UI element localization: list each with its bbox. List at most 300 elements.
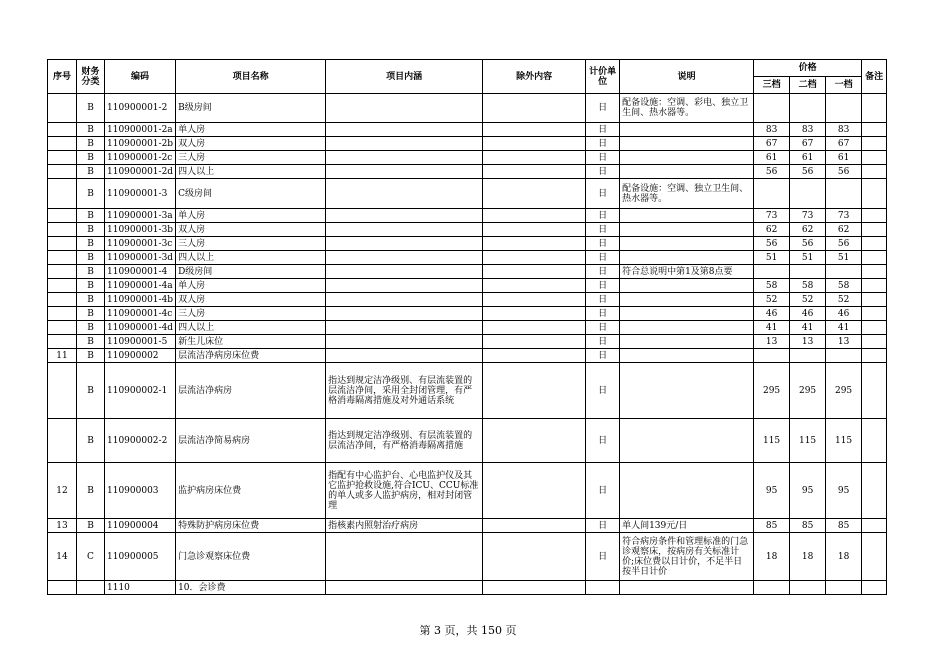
cell-item-name: B级房间	[176, 94, 326, 123]
cell-unit: 日	[586, 94, 620, 123]
cell-price-tier3: 61	[754, 151, 790, 165]
cell-price-tier2: 56	[790, 237, 826, 251]
cell-price-tier2	[790, 179, 826, 209]
table-row	[48, 237, 887, 251]
cell-item-name: 门急诊观察床位费	[176, 533, 326, 581]
cell-price-tier3: 67	[754, 137, 790, 151]
cell-unit: 日	[586, 179, 620, 209]
cell-price-tier1	[826, 581, 862, 595]
cell-fin-category: B	[77, 94, 105, 123]
cell-item-name: C级房间	[176, 179, 326, 209]
cell-remark	[862, 519, 887, 533]
cell-item-name: 10．会诊费	[176, 581, 326, 595]
cell-unit: 日	[586, 363, 620, 419]
cell-price-tier2: 62	[790, 223, 826, 237]
header-price: 价格	[754, 60, 862, 77]
header-remark: 备注	[862, 60, 887, 94]
cell-unit: 日	[586, 349, 620, 363]
cell-remark	[862, 251, 887, 265]
cell-fin-category: B	[77, 137, 105, 151]
cell-price-tier1: 83	[826, 123, 862, 137]
cell-unit: 日	[586, 237, 620, 251]
cell-price-tier2: 73	[790, 209, 826, 223]
table-row	[48, 251, 887, 265]
cell-price-tier1: 13	[826, 335, 862, 349]
cell-price-tier3: 95	[754, 463, 790, 519]
cell-code: 110900001-4	[105, 265, 176, 279]
cell-price-tier2: 56	[790, 165, 826, 179]
cell-item-name: 层流洁净简易病房	[176, 419, 326, 463]
cell-seq	[48, 137, 77, 151]
cell-seq	[48, 419, 77, 463]
cell-seq	[48, 179, 77, 209]
cell-code: 110900001-5	[105, 335, 176, 349]
cell-remark	[862, 279, 887, 293]
cell-item-content	[326, 237, 483, 251]
cell-exclusions	[483, 335, 586, 349]
table-row	[48, 293, 887, 307]
cell-item-content: 指配有中心监护台、心电监护仪及其它监护抢救设施,符合ICU、CCU标准的单人或多人监护病房，相对封闭管理	[326, 463, 483, 519]
cell-seq: 11	[48, 349, 77, 363]
cell-price-tier1: 61	[826, 151, 862, 165]
cell-exclusions	[483, 209, 586, 223]
cell-fin-category: B	[77, 165, 105, 179]
cell-price-tier2	[790, 265, 826, 279]
cell-seq	[48, 581, 77, 595]
cell-price-tier1	[826, 349, 862, 363]
cell-item-content	[326, 209, 483, 223]
cell-fin-category: B	[77, 151, 105, 165]
header-price-tier1: 一档	[826, 77, 862, 94]
cell-code: 110900002-1	[105, 363, 176, 419]
cell-price-tier2: 51	[790, 251, 826, 265]
cell-item-name: 新生儿床位	[176, 335, 326, 349]
page-number: 第 3 页，共 150 页	[419, 624, 517, 637]
cell-fin-category: B	[77, 463, 105, 519]
cell-fin-category: B	[77, 223, 105, 237]
cell-item-name: 四人以上	[176, 321, 326, 335]
cell-seq	[48, 251, 77, 265]
cell-item-content	[326, 265, 483, 279]
cell-item-content	[326, 321, 483, 335]
cell-remark	[862, 151, 887, 165]
cell-seq	[48, 209, 77, 223]
cell-price-tier1	[826, 94, 862, 123]
cell-unit: 日	[586, 151, 620, 165]
cell-note	[620, 137, 754, 151]
cell-exclusions	[483, 321, 586, 335]
table-row	[48, 151, 887, 165]
table-row	[48, 533, 887, 581]
table-row	[48, 209, 887, 223]
cell-price-tier2: 58	[790, 279, 826, 293]
cell-unit: 日	[586, 533, 620, 581]
cell-item-name: 三人房	[176, 307, 326, 321]
cell-price-tier2: 115	[790, 419, 826, 463]
header-unit: 计价单位	[586, 60, 620, 94]
cell-item-content	[326, 165, 483, 179]
cell-price-tier2: 46	[790, 307, 826, 321]
table-row	[48, 179, 887, 209]
cell-fin-category: B	[77, 307, 105, 321]
cell-item-name: 特殊防护病房床位费	[176, 519, 326, 533]
cell-fin-category: C	[77, 533, 105, 581]
cell-note	[620, 307, 754, 321]
cell-note	[620, 293, 754, 307]
cell-code: 110900004	[105, 519, 176, 533]
cell-seq	[48, 279, 77, 293]
cell-note	[620, 223, 754, 237]
cell-item-name: 双人房	[176, 223, 326, 237]
cell-code: 110900001-4a	[105, 279, 176, 293]
cell-price-tier2: 41	[790, 321, 826, 335]
cell-fin-category: B	[77, 237, 105, 251]
cell-exclusions	[483, 237, 586, 251]
cell-fin-category: B	[77, 279, 105, 293]
cell-item-name: 三人房	[176, 237, 326, 251]
cell-price-tier1: 56	[826, 237, 862, 251]
cell-note	[620, 209, 754, 223]
cell-note: 配备设施：空调、独立卫生间、热水器等。	[620, 179, 754, 209]
cell-seq	[48, 307, 77, 321]
cell-code: 110900001-2	[105, 94, 176, 123]
cell-note	[620, 581, 754, 595]
cell-exclusions	[483, 279, 586, 293]
cell-note	[620, 349, 754, 363]
cell-price-tier3	[754, 581, 790, 595]
table-row	[48, 463, 887, 519]
cell-remark	[862, 581, 887, 595]
cell-remark	[862, 265, 887, 279]
cell-item-content	[326, 279, 483, 293]
cell-code: 110900001-3b	[105, 223, 176, 237]
cell-seq	[48, 335, 77, 349]
cell-price-tier2: 13	[790, 335, 826, 349]
cell-price-tier1: 295	[826, 363, 862, 419]
cell-price-tier1	[826, 265, 862, 279]
cell-note	[620, 151, 754, 165]
cell-unit: 日	[586, 265, 620, 279]
cell-item-content	[326, 94, 483, 123]
cell-exclusions	[483, 151, 586, 165]
cell-item-content	[326, 293, 483, 307]
cell-code: 110900001-4c	[105, 307, 176, 321]
cell-fin-category: B	[77, 335, 105, 349]
cell-item-name: 四人以上	[176, 251, 326, 265]
cell-seq	[48, 123, 77, 137]
cell-fin-category: B	[77, 179, 105, 209]
cell-price-tier1: 52	[826, 293, 862, 307]
cell-seq	[48, 363, 77, 419]
table-row	[48, 94, 887, 123]
cell-item-name: 层流洁净病房床位费	[176, 349, 326, 363]
cell-price-tier3: 51	[754, 251, 790, 265]
cell-exclusions	[483, 223, 586, 237]
cell-note	[620, 419, 754, 463]
cell-price-tier1: 18	[826, 533, 862, 581]
cell-price-tier3: 46	[754, 307, 790, 321]
cell-code: 110900001-4d	[105, 321, 176, 335]
cell-unit	[586, 581, 620, 595]
header-price-tier3: 三档	[754, 77, 790, 94]
cell-price-tier3: 41	[754, 321, 790, 335]
cell-item-content	[326, 307, 483, 321]
cell-code: 110900001-3c	[105, 237, 176, 251]
cell-price-tier2: 52	[790, 293, 826, 307]
cell-code: 110900002	[105, 349, 176, 363]
cell-price-tier1: 58	[826, 279, 862, 293]
cell-price-tier3	[754, 349, 790, 363]
cell-exclusions	[483, 179, 586, 209]
cell-exclusions	[483, 137, 586, 151]
cell-fin-category: B	[77, 123, 105, 137]
cell-item-content	[326, 335, 483, 349]
cell-exclusions	[483, 307, 586, 321]
cell-code: 110900001-2d	[105, 165, 176, 179]
table-row	[48, 363, 887, 419]
cell-seq: 12	[48, 463, 77, 519]
cell-fin-category: B	[77, 519, 105, 533]
cell-fin-category: B	[77, 209, 105, 223]
cell-price-tier3	[754, 265, 790, 279]
cell-unit: 日	[586, 279, 620, 293]
cell-item-name: 监护病房床位费	[176, 463, 326, 519]
cell-remark	[862, 335, 887, 349]
cell-unit: 日	[586, 251, 620, 265]
cell-unit: 日	[586, 223, 620, 237]
cell-item-name: 单人房	[176, 123, 326, 137]
cell-price-tier1: 85	[826, 519, 862, 533]
cell-price-tier1: 51	[826, 251, 862, 265]
cell-seq: 13	[48, 519, 77, 533]
cell-fin-category: B	[77, 251, 105, 265]
cell-item-name: 单人房	[176, 209, 326, 223]
cell-price-tier2: 67	[790, 137, 826, 151]
cell-remark	[862, 363, 887, 419]
cell-remark	[862, 237, 887, 251]
cell-remark	[862, 209, 887, 223]
table-row	[48, 265, 887, 279]
cell-fin-category: B	[77, 293, 105, 307]
cell-remark	[862, 165, 887, 179]
cell-code: 1110	[105, 581, 176, 595]
cell-note: 配备设施：空调、彩电、独立卫生间、热水器等。	[620, 94, 754, 123]
cell-remark	[862, 463, 887, 519]
cell-note	[620, 123, 754, 137]
cell-price-tier3	[754, 94, 790, 123]
cell-unit: 日	[586, 419, 620, 463]
table-row	[48, 279, 887, 293]
header-item-content: 项目内涵	[326, 60, 483, 94]
cell-fin-category	[77, 581, 105, 595]
cell-price-tier1: 41	[826, 321, 862, 335]
cell-fin-category: B	[77, 419, 105, 463]
cell-price-tier1: 73	[826, 209, 862, 223]
cell-item-content	[326, 581, 483, 595]
header-code: 编码	[105, 60, 176, 94]
cell-code: 110900001-4b	[105, 293, 176, 307]
table-row	[48, 335, 887, 349]
cell-remark	[862, 321, 887, 335]
cell-remark	[862, 223, 887, 237]
cell-code: 110900001-2b	[105, 137, 176, 151]
cell-unit: 日	[586, 123, 620, 137]
cell-code: 110900001-3	[105, 179, 176, 209]
cell-exclusions	[483, 419, 586, 463]
table-row	[48, 419, 887, 463]
cell-exclusions	[483, 349, 586, 363]
cell-note	[620, 335, 754, 349]
cell-price-tier3: 52	[754, 293, 790, 307]
cell-price-tier2	[790, 94, 826, 123]
cell-item-name: 单人房	[176, 279, 326, 293]
cell-exclusions	[483, 363, 586, 419]
cell-unit: 日	[586, 165, 620, 179]
cell-price-tier2: 295	[790, 363, 826, 419]
cell-unit: 日	[586, 519, 620, 533]
cell-price-tier1: 95	[826, 463, 862, 519]
cell-price-tier3: 13	[754, 335, 790, 349]
cell-price-tier3: 18	[754, 533, 790, 581]
cell-price-tier2	[790, 581, 826, 595]
cell-price-tier1: 56	[826, 165, 862, 179]
cell-exclusions	[483, 581, 586, 595]
cell-exclusions	[483, 519, 586, 533]
cell-exclusions	[483, 293, 586, 307]
cell-price-tier3: 115	[754, 419, 790, 463]
cell-item-name: 四人以上	[176, 165, 326, 179]
header-fin-category: 财务分类	[77, 60, 105, 94]
table-row	[48, 321, 887, 335]
table-row	[48, 519, 887, 533]
table-body	[48, 94, 887, 595]
cell-price-tier3: 295	[754, 363, 790, 419]
table-row	[48, 223, 887, 237]
cell-remark	[862, 179, 887, 209]
table-row	[48, 123, 887, 137]
cell-fin-category: B	[77, 349, 105, 363]
cell-code: 110900001-2c	[105, 151, 176, 165]
cell-price-tier2: 83	[790, 123, 826, 137]
cell-code: 110900001-3a	[105, 209, 176, 223]
cell-unit: 日	[586, 463, 620, 519]
cell-seq	[48, 237, 77, 251]
cell-remark	[862, 307, 887, 321]
cell-price-tier2	[790, 349, 826, 363]
cell-price-tier1: 46	[826, 307, 862, 321]
cell-note: 符合病房条件和管理标准的门急诊观察床，按病房有关标准计价;床位费以日计价，不足半日按半日计价	[620, 533, 754, 581]
cell-item-content: 指达到规定洁净级别、有层流装置的层流洁净间，采用全封闭管理，有严格消毒隔离措施及对外通话系统	[326, 363, 483, 419]
cell-item-name: 层流洁净病房	[176, 363, 326, 419]
cell-exclusions	[483, 463, 586, 519]
table-row	[48, 307, 887, 321]
cell-exclusions	[483, 165, 586, 179]
cell-seq	[48, 265, 77, 279]
cell-exclusions	[483, 251, 586, 265]
cell-note: 单人间139元/日	[620, 519, 754, 533]
cell-item-name: D级房间	[176, 265, 326, 279]
cell-note	[620, 463, 754, 519]
cell-note: 符合总说明中第1及第8点要	[620, 265, 754, 279]
header-exclusions: 除外内容	[483, 60, 586, 94]
cell-exclusions	[483, 533, 586, 581]
cell-remark	[862, 349, 887, 363]
cell-note	[620, 321, 754, 335]
cell-note	[620, 363, 754, 419]
cell-remark	[862, 123, 887, 137]
cell-price-tier3: 62	[754, 223, 790, 237]
cell-exclusions	[483, 123, 586, 137]
cell-fin-category: B	[77, 265, 105, 279]
cell-price-tier3: 83	[754, 123, 790, 137]
cell-item-content	[326, 137, 483, 151]
header-price-tier2: 二档	[790, 77, 826, 94]
cell-fin-category: B	[77, 363, 105, 419]
cell-price-tier3: 73	[754, 209, 790, 223]
cell-price-tier1: 67	[826, 137, 862, 151]
cell-note	[620, 165, 754, 179]
cell-unit: 日	[586, 307, 620, 321]
cell-remark	[862, 419, 887, 463]
cell-note	[620, 279, 754, 293]
cell-exclusions	[483, 94, 586, 123]
cell-remark	[862, 137, 887, 151]
cell-remark	[862, 293, 887, 307]
cell-price-tier3: 56	[754, 237, 790, 251]
cell-item-content: 指达到规定洁净级别、有层流装置的层流洁净间，有严格消毒隔离措施	[326, 419, 483, 463]
cell-code: 110900003	[105, 463, 176, 519]
header-note: 说明	[620, 60, 754, 94]
cell-seq	[48, 223, 77, 237]
cell-remark	[862, 533, 887, 581]
table-row	[48, 165, 887, 179]
header-seq: 序号	[48, 60, 77, 94]
table-row	[48, 137, 887, 151]
cell-item-name: 双人房	[176, 293, 326, 307]
cell-price-tier1: 115	[826, 419, 862, 463]
cell-price-tier2: 61	[790, 151, 826, 165]
cell-unit: 日	[586, 137, 620, 151]
cell-seq	[48, 151, 77, 165]
cell-item-content	[326, 223, 483, 237]
cell-unit: 日	[586, 209, 620, 223]
cell-price-tier1: 62	[826, 223, 862, 237]
cell-item-content	[326, 179, 483, 209]
cell-code: 110900001-3d	[105, 251, 176, 265]
cell-item-name: 三人房	[176, 151, 326, 165]
cell-exclusions	[483, 265, 586, 279]
cell-item-content: 指核素内照射治疗病房	[326, 519, 483, 533]
cell-remark	[862, 94, 887, 123]
cell-note	[620, 237, 754, 251]
cell-note	[620, 251, 754, 265]
cell-price-tier3: 56	[754, 165, 790, 179]
cell-seq	[48, 165, 77, 179]
cell-price-tier2: 18	[790, 533, 826, 581]
cell-unit: 日	[586, 321, 620, 335]
cell-unit: 日	[586, 335, 620, 349]
cell-item-content	[326, 251, 483, 265]
cell-price-tier3: 85	[754, 519, 790, 533]
cell-item-content	[326, 349, 483, 363]
cell-fin-category: B	[77, 321, 105, 335]
cell-seq	[48, 94, 77, 123]
cell-item-name: 双人房	[176, 137, 326, 151]
cell-item-content	[326, 151, 483, 165]
cell-item-content	[326, 533, 483, 581]
cell-price-tier3: 58	[754, 279, 790, 293]
cell-price-tier2: 95	[790, 463, 826, 519]
